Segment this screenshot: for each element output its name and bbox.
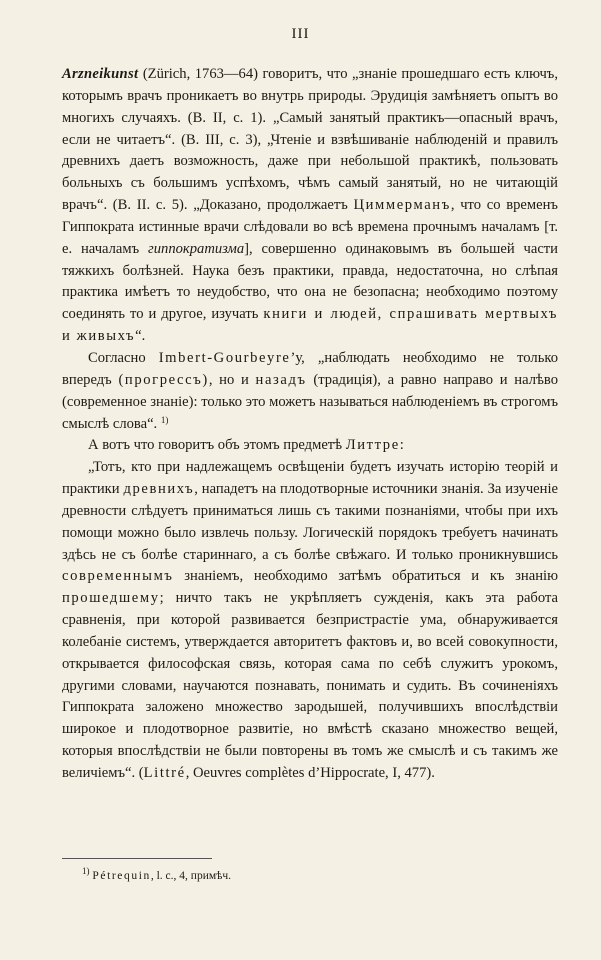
text-segment: , нападетъ на плодотворные источники знанія. За изученіе древности слѣдуетъ приниматься лишь съ такими познаніями, чтобы при ихъ помощи можно было извлечь пользу. Логическій порядокъ требуетъ начинать здѣсь не съ болѣе стариннаго, а съ болѣе свѣжаго. И только проникнувшись [62, 481, 558, 563]
page-number: III [291, 26, 310, 42]
footnote-ref: 1) [160, 414, 169, 425]
footnote-text: , l. c., 4, примѣч. [150, 870, 232, 882]
text-segment: ’у, „наблюдать необходимо не только впередъ [62, 349, 558, 388]
text-segment: Littré [143, 765, 186, 781]
text-segment: Согласно [88, 349, 159, 366]
text-segment: „Тотъ, кто при надлежащемъ освѣщеніи будетъ изучать исторію теорій и практики [62, 459, 558, 498]
text-segment: (традиція), а равно направо и налѣво (современное знаніе): только это можетъ называться наблюденіемъ въ строгомъ смыслѣ слова“. [62, 371, 558, 432]
body-text [62, 64, 558, 785]
text-segment: книги и людей, спрашивать мертвыхъ и живыхъ [62, 306, 559, 345]
text-segment: гиппократизма [148, 240, 245, 257]
text-segment: , но и [208, 371, 256, 388]
footnote-marker: 1) [82, 866, 90, 876]
text-segment: Литтре [345, 437, 400, 454]
text-segment: знаніемъ, необходимо затѣмъ обратиться и къ знанію [173, 568, 558, 585]
text-segment: А вотъ что говоритъ объ этомъ предметѣ [88, 437, 346, 454]
text-segment: : [399, 437, 404, 454]
text-segment: “. [135, 328, 146, 345]
text-segment: (прогрессъ) [118, 371, 209, 388]
text-segment: Imbert-Gourbeyre [158, 349, 291, 366]
paragraph [62, 348, 558, 435]
text-segment: , что со временъ Гиппократа истинные врачи слѣдовали во всѣ времена прочнымъ началамъ [т. е. началамъ [62, 197, 558, 257]
text-segment: , Oeuvres complètes d’Hippocrate, I, 477). [185, 765, 435, 781]
text-segment: древнихъ [123, 481, 195, 498]
text-segment: ], совершенно одинаковымъ въ большей части тяжкихъ болѣзней. Наука безъ практики, правда, недостаточна, но слѣпая практика имѣетъ то неудобство, что она не безопасна; необходимо поэтому соединять то и другое, изучать [62, 240, 558, 323]
text-segment: прошедшему [62, 590, 160, 607]
footnote-rule [62, 858, 212, 859]
text-segment: Циммерманъ [353, 197, 451, 214]
paragraph [62, 457, 558, 785]
text-segment: назадъ [255, 371, 307, 388]
paragraph [62, 64, 558, 348]
paragraph [62, 435, 558, 457]
text-segment: Arzneikunst [62, 66, 139, 82]
text-segment: современнымъ [62, 568, 174, 585]
footnote-author: Pétrequin [92, 870, 151, 882]
text-segment: (Zürich, 1763—64) говоритъ, что „знаніе прошедшаго есть ключъ, которымъ врачъ проникаетъ во внутрь природы. Эрудиція замѣняетъ опытъ во многихъ случаяхъ. (В. II, с. 1). „Самый занятый практикъ—опасный врачъ, если не читаетъ“. (В. III, с. 3), „Чтеніе и взвѣшиваніе наблюденій и правилъ древнихъ даетъ возможность, даже при небольшой практикѣ, пользовать больныхъ съ большимъ успѣхомъ, чѣмъ самый занятый, но не читающій врачъ“. (В. II. с. 5). „Доказано, продолжаетъ [62, 66, 558, 214]
footnote [82, 868, 231, 884]
text-segment: ; ничто такъ не укрѣпляетъ сужденія, какъ эта работа сравненія, при которой развивается безпристрастіе ума, обнаруживается колебаніе системъ, утверждается авторитетъ фактовъ и, во всей совокупности, открывается философская связь, которая сама по себѣ служитъ урокомъ, другими словами, научаются познавать, понимать и судить. Въ сочиненіяхъ Гиппократа заложено множество зародышей, получившихъ впослѣдствіи широкое и плодотворное развитіе, но вмѣстѣ сказано множество вещей, которыя впослѣдствіи не были повторены въ томъ же смыслѣ и съ такимъ же величіемъ“. ( [62, 590, 558, 781]
